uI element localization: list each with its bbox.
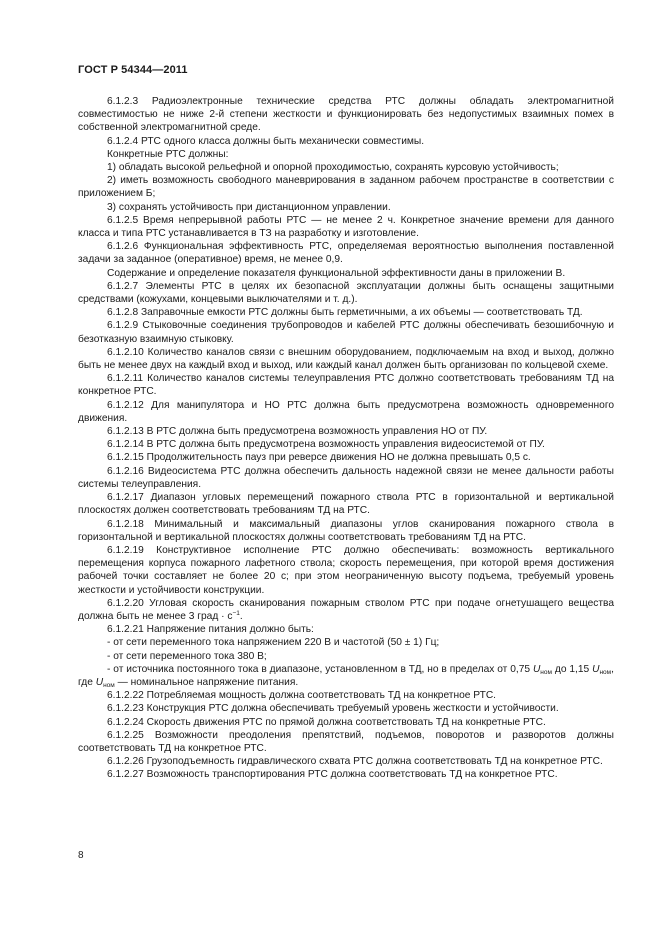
paragraph-6-1-2-16: 6.1.2.16 Видеосистема РТС должна обеспечить дальность надежной связи не менее дальности работы системы телеуправления. <box>78 465 614 490</box>
p20-text: 6.1.2.20 Угловая скорость сканирования пожарным стволом РТС при подаче огнетушащего вещества должна быть не менее 3 град · с <box>78 597 614 622</box>
voltage-subscript: ном <box>103 681 115 689</box>
voltage-subscript: ном <box>540 668 552 676</box>
paragraph-6-1-2-23: 6.1.2.23 Конструкция РТС должна обеспечивать требуемый уровень жесткости и устойчивости. <box>107 703 559 715</box>
p20-end: . <box>239 610 243 622</box>
paragraph-6-1-2-5: 6.1.2.5 Время непрерывной работы РТС — не менее 2 ч. Конкретное значение времени для данного класса и типа РТС устанавливается в ТЗ на разработку и изготовление. <box>78 214 614 240</box>
voltage-symbol: U <box>592 663 600 675</box>
paragraph-6-1-2-24: 6.1.2.24 Скорость движения РТС по прямой должна соответствовать ТД на конкретные РТС. <box>107 716 546 728</box>
paragraph-6-1-2-19: 6.1.2.19 Конструктивное исполнение РТС должно обеспечивать: возможность вертикального перемещения корпуса пожарного лафетного ствола; скорость перемещения, при которой время достижения рабочей точки составляет не более 20 с; при этом неограниченную высоту подъема, требуемый уровень жесткости и устойчивости конструкции. <box>78 544 614 596</box>
power-dc-text-a: - от источника постоянного тока в диапазоне, установленном в ТД, но в пределах от 0,75 <box>107 663 533 675</box>
paragraph-6-1-2-10: 6.1.2.10 Количество каналов связи с внешним оборудованием, подключаемым на вход и выход, должно быть не менее двух на каждый вход и выход, или каждый канал должен быть организован по кольцевой схеме. <box>78 346 614 372</box>
paragraph-6-1-2-26: 6.1.2.26 Грузоподъемность гидравлического схвата РТС должна соответствовать ТД на конкретное РТС. <box>107 756 603 768</box>
power-dc-text-d: — номинальное напряжение питания. <box>114 676 299 688</box>
power-dc-text-b: до 1,15 <box>551 663 593 675</box>
paragraph-efficiency-note: Содержание и определение показателя функциональной эффективности даны в приложении В. <box>107 267 566 279</box>
paragraph-6-1-2-15: 6.1.2.15 Продолжительность пауз при реверсе движения НО не должна превышать 0,5 с. <box>107 452 531 464</box>
document-header: ГОСТ Р 54344—2011 <box>78 64 188 76</box>
paragraph-6-1-2-25: 6.1.2.25 Возможности преодоления препятствий, подъемов, поворотов и разворотов должны соответствовать ТД на конкретное РТС. <box>78 729 614 754</box>
power-item-ac220: - от сети переменного тока напряжением 220 В и частотой (50 ± 1) Гц; <box>107 637 440 649</box>
power-item-dc <box>78 663 614 689</box>
voltage-symbol: U <box>532 663 541 675</box>
power-dc-text-c: , где <box>78 663 614 688</box>
paragraph-6-1-2-9: 6.1.2.9 Стыковочные соединения трубопроводов и кабелей РТС должны обеспечивать безошибочную и безотказную взаимную стыковку. <box>78 320 614 345</box>
p20-exponent: −1 <box>232 609 240 617</box>
voltage-subscript: ном <box>599 668 612 676</box>
paragraph-6-1-2-21: 6.1.2.21 Напряжение питания должно быть: <box>107 624 314 636</box>
paragraph-6-1-2-6: 6.1.2.6 Функциональная эффективность РТС, определяемая вероятностью выполнения поставленной задачи за заданное (оперативное) время, не менее 0,9. <box>78 241 614 266</box>
power-item-ac380: - от сети переменного тока 380 В; <box>107 650 267 662</box>
paragraph-6-1-2-20 <box>78 597 614 623</box>
paragraph-6-1-2-22: 6.1.2.22 Потребляемая мощность должна соответствовать ТД на конкретное РТС. <box>107 690 497 702</box>
list-item-3: 3) сохранять устойчивость при дистанционном управлении. <box>107 201 391 213</box>
voltage-symbol: U <box>95 676 104 688</box>
paragraph-6-1-2-13: 6.1.2.13 В РТС должна быть предусмотрена возможность управления НО от ПУ. <box>107 426 488 438</box>
paragraph-requirements-intro: Конкретные РТС должны: <box>107 148 229 160</box>
paragraph-6-1-2-11: 6.1.2.11 Количество каналов системы телеуправления РТС должно соответствовать требованиям ТД на конкретное РТС. <box>78 373 614 398</box>
paragraph-6-1-2-3: 6.1.2.3 Радиоэлектронные технические средства РТС должны обладать электромагнитной совместимостью не ниже 2-й степени жесткости и функционировать без недопустимых взаимных помех в собственной электромагнитной среде. <box>78 96 614 134</box>
list-item-2: 2) иметь возможность свободного маневрирования в заданном рабочем пространстве в соответствии с приложением Б; <box>78 175 614 200</box>
list-item-1: 1) обладать высокой рельефной и опорной проходимостью, сохранять курсовую устойчивость; <box>107 162 559 174</box>
paragraph-6-1-2-4: 6.1.2.4 РТС одного класса должны быть механически совместимы. <box>107 135 425 147</box>
paragraph-6-1-2-18: 6.1.2.18 Минимальный и максимальный диапазоны углов сканирования пожарного ствола в горизонтальной и вертикальной плоскостях должны соответствовать требованиям ТД на РТС. <box>78 518 614 543</box>
paragraph-6-1-2-27: 6.1.2.27 Возможность транспортирования РТС должна соответствовать ТД на конкретное РТС. <box>107 769 558 781</box>
paragraph-6-1-2-17: 6.1.2.17 Диапазон угловых перемещений пожарного ствола РТС в горизонтальной и вертикальной плоскостях должен соответствовать требованиям ТД на РТС. <box>78 492 614 517</box>
paragraph-6-1-2-8: 6.1.2.8 Заправочные емкости РТС должны быть герметичными, а их объемы — соответствовать ТД. <box>107 307 583 319</box>
paragraph-6-1-2-14: 6.1.2.14 В РТС должна быть предусмотрена возможность управления видеосистемой от ПУ. <box>107 439 545 451</box>
paragraph-6-1-2-7: 6.1.2.7 Элементы РТС в целях их безопасной эксплуатации должны быть оснащены защитными средствами (кожухами, концевыми выключателями и т. д.). <box>78 280 614 306</box>
page-number: 8 <box>78 850 84 861</box>
paragraph-6-1-2-12: 6.1.2.12 Для манипулятора и НО РТС должна быть предусмотрена возможность одновременного движения. <box>78 399 614 424</box>
document-body <box>78 95 614 782</box>
